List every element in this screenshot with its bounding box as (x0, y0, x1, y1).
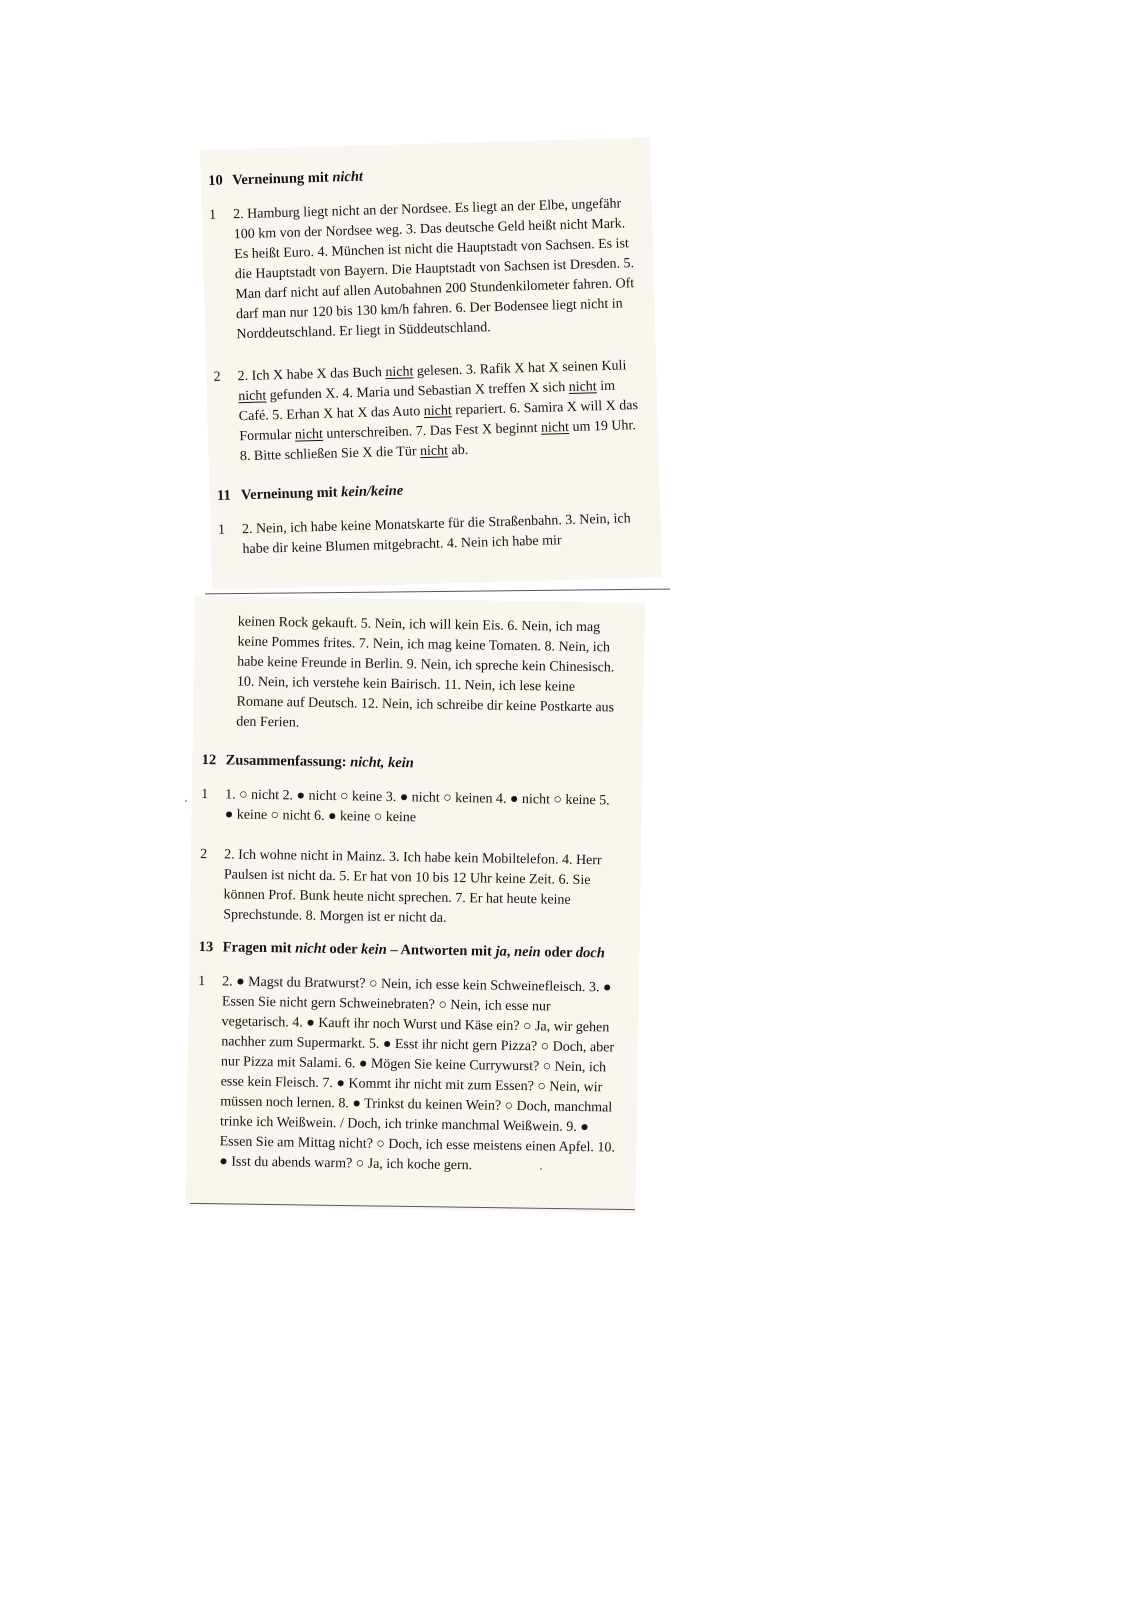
section-11-heading (217, 476, 647, 505)
underlined-word: nicht (385, 364, 414, 381)
section-title: oder (540, 944, 576, 961)
section-title-emphasis: nicht, kein (350, 754, 414, 772)
underlined-word: nicht (294, 426, 324, 443)
section-title: , (506, 943, 515, 960)
section-title-emphasis: nein (513, 943, 541, 961)
scan-speck (185, 800, 187, 802)
section-title: Verneinung mit (231, 169, 333, 189)
text-run: um 19 Uhr. 8. Bitte schließen Sie X die Tür (239, 418, 637, 465)
underlined-word: nicht (423, 403, 453, 420)
section-title-emphasis: kein/keine (340, 482, 404, 501)
underlined-word: nicht (419, 443, 449, 460)
text-run: 2. Ich X habe X das Buch (237, 365, 386, 385)
answer-key-part-a (208, 161, 649, 575)
answer-key-part-b (195, 612, 624, 1193)
underlined-word: nicht (568, 379, 597, 396)
exercise-11-1-continuation: keinen Rock gekauft. 5. Nein, ich will kein Eis. 6. Nein, ich mag keine Pommes frites. 7. Nein, ich mag keine Tomaten. 8. Nein, ich habe keine Freunde in Berlin. 9. Nein, ich spreche kein Chinesisch. 10. Nein, ich verstehe kein Bairisch. 11. Nein, ich lese keine Romane auf Deutsch. 12. Nein, ich schreibe dir keine Postkarte aus den Ferien. (236, 614, 615, 731)
section-title: – Antworten mit (386, 941, 496, 960)
section-title-emphasis: ja (495, 943, 507, 960)
exercise-text: 2. Nein, ich habe keine Monatskarte für die Straßenbahn. 3. Nein, ich habe dir keine Blumen mitgebracht. 4. Nein ich habe mir (241, 511, 631, 558)
underlined-word: nicht (540, 420, 570, 436)
exercise-text: 1. ○ nicht 2. ● nicht ○ keine 3. ● nicht ○ keinen 4. ● nicht ○ keine 5. ● keine ○ nicht 6. ● keine ○ keine (224, 787, 610, 826)
exercise-number: 2 (213, 369, 221, 385)
exercise-number: 2 (200, 846, 208, 863)
exercise-text: 2. ● Magst du Bratwurst? ○ Nein, ich esse kein Schweinefleisch. 3. ● Essen Sie nicht gern Schweinebraten? ○ Nein, ich esse nur vegetarisch. 4. ● Kauft ihr noch Wurst und Käse ein? ○ Ja, wir gehen nachher zum Supermarkt. 5. ● Esst ihr nicht gern Pizza? ○ Doch, aber nur Pizza mit Salami. 6. ● Mögen Sie keine Currywurst? ○ Nein, ich esse kein Fleisch. 7. ● Kommt ihr nicht mit zum Essen? ○ Nein, wir müssen noch lernen. 8. ● Trinkst du keinen Wein? ○ Doch, manchmal trinke ich Weißwein. / Doch, ich trinke manchmal Weißwein. 9. ● Essen Sie am Mittag nicht? ○ Doch, ich esse meistens einen Apfel. 10. ● Isst du abends warm? ○ Ja, ich koche gern. (219, 974, 616, 1174)
cut-line (205, 589, 670, 595)
section-number: 10 (208, 172, 223, 189)
section-title: Verneinung mit (240, 484, 342, 504)
section-number: 11 (216, 487, 231, 504)
text-run: unterschreiben. 7. Das Fest X beginnt (322, 420, 542, 442)
section-12-heading (202, 752, 622, 776)
text-run: gelesen. 3. Rafik X hat X seinen Kuli (413, 358, 627, 380)
section-title: Zusammenfassung: (225, 752, 351, 771)
section-title-emphasis: nicht (295, 940, 326, 957)
text-run: gefunden X. 4. Maria und Sebastian X treffen X sich (266, 380, 569, 404)
section-title: Fragen mit (222, 939, 296, 957)
exercise-13-1 (195, 972, 618, 1179)
exercise-10-1 (209, 194, 643, 346)
exercise-12-2 (199, 845, 620, 932)
section-title-emphasis: doch (575, 944, 605, 962)
exercise-number: 1 (201, 786, 209, 803)
exercise-10-2 (213, 356, 646, 468)
section-number: 13 (198, 938, 214, 956)
underlined-word: nicht (238, 388, 267, 405)
section-title-emphasis: nicht (332, 168, 364, 186)
section-13-heading (199, 939, 619, 963)
text-run: ab. (447, 442, 469, 459)
exercise-text: 2. Hamburg liegt nicht an der Nordsee. Es liegt an der Elbe, ungefähr 100 km von der Nordsee weg. 3. Das deutsche Geld heißt nicht Mark. Es heißt Euro. 4. München ist nicht die Hauptstadt von Sachsen. Es ist die Hauptstadt von Bayern. Die Hauptstadt von Sachsen ist Dresden. 5. Man darf nicht auf allen Autobahnen 200 Stundenkilometer fahren. Oft darf man nur 120 bis 130 km/h fahren. 6. Der Bodensee liegt nicht in Norddeutschland. Er liegt in Süddeutschland. (232, 196, 635, 343)
text-run: repariert. 6. Samira X will X das Formular (239, 398, 639, 445)
section-title: oder (325, 940, 362, 958)
section-title-emphasis: kein (360, 941, 387, 958)
exercise-text: 2. Ich wohne nicht in Mainz. 3. Ich habe kein Mobiltelefon. 4. Herr Paulsen ist nicht da. 5. Er hat von 10 bis 12 Uhr keine Zeit. 6. Sie können Prof. Bunk heute nicht sprechen. 7. Er hat heute keine Sprechstunde. 8. Morgen ist er nicht da. (223, 847, 602, 926)
exercise-number: 1 (217, 522, 226, 538)
exercise-11-1 (218, 509, 649, 561)
exercise-text (237, 356, 646, 467)
section-number: 12 (201, 751, 217, 769)
exercise-12-1 (201, 785, 622, 832)
exercise-number: 1 (198, 973, 206, 990)
text-run: im Café. 5. Erhan X hat X das Auto (238, 378, 616, 425)
exercise-number: 1 (208, 207, 217, 223)
